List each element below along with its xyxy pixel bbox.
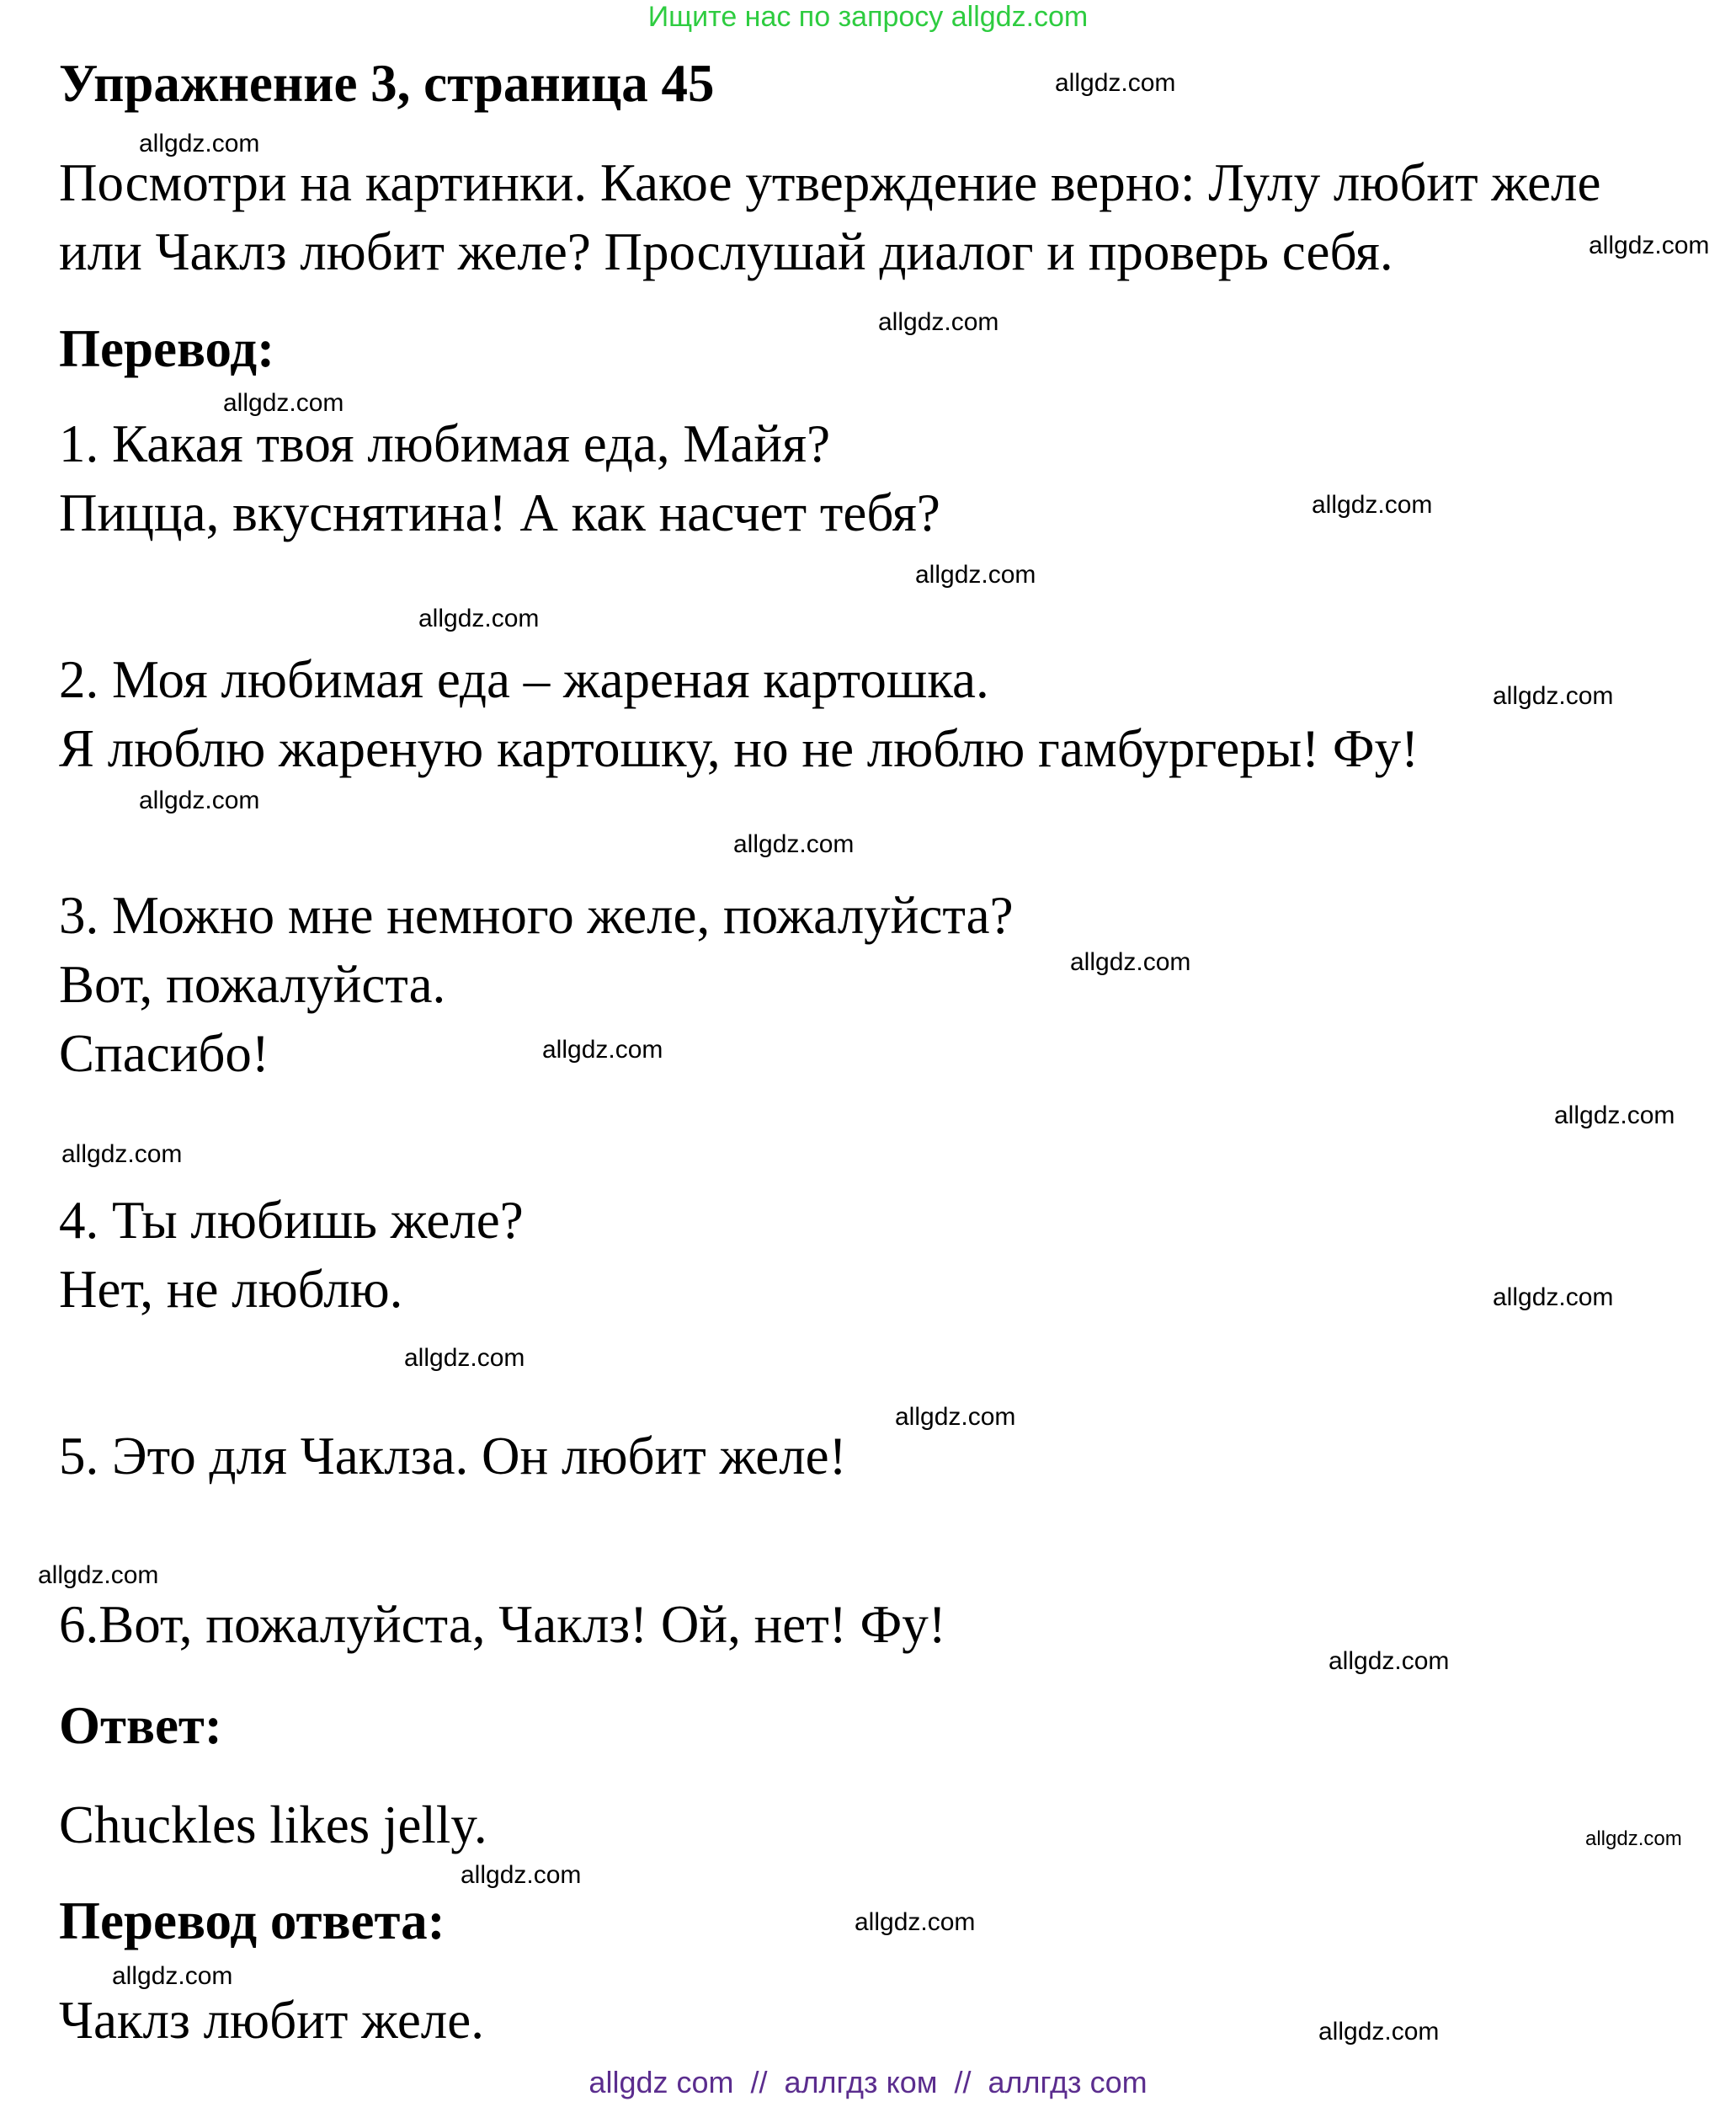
translation-heading: Перевод: — [59, 319, 275, 378]
watermark[interactable]: allgdz.com — [139, 787, 260, 814]
watermark[interactable]: allgdz.com — [1070, 948, 1191, 976]
answer-translation-text: Чаклз любит желе. — [59, 1991, 484, 2050]
watermark[interactable]: allgdz.com — [139, 130, 260, 157]
watermark[interactable]: allgdz.com — [418, 605, 540, 632]
bottom-banner[interactable]: allgdz com // аллгдз ком // аллгдз com — [588, 2065, 1148, 2099]
watermark[interactable]: allgdz.com — [1554, 1102, 1675, 1129]
watermark[interactable]: allgdz.com — [1589, 232, 1710, 259]
watermark[interactable]: allgdz.com — [895, 1403, 1016, 1431]
answer-heading: Ответ: — [59, 1696, 222, 1755]
watermark[interactable]: allgdz.com — [404, 1344, 525, 1372]
dialogue-3-line-1: 3. Можно мне немного желе, пожалуйста? — [59, 886, 1014, 945]
answer-translation-heading: Перевод ответа: — [59, 1891, 445, 1950]
dialogue-4-line-2: Нет, не люблю. — [59, 1260, 403, 1319]
watermark[interactable]: allgdz.com — [855, 1908, 976, 1936]
watermark[interactable]: allgdz.com — [1493, 1283, 1614, 1311]
dialogue-5-line-1: 5. Это для Чаклза. Он любит желе! — [59, 1427, 847, 1486]
dialogue-3-line-3: Спасибо! — [59, 1024, 269, 1083]
answer-text: Chuckles likes jelly. — [59, 1795, 487, 1854]
watermark[interactable]: allgdz.com — [1493, 682, 1614, 710]
exercise-title: Упражнение 3, страница 45 — [59, 54, 715, 113]
dialogue-2-line-1: 2. Моя любимая еда – жареная картошка. — [59, 650, 989, 709]
top-banner[interactable]: Ищите нас по запросу allgdz.com — [647, 1, 1089, 33]
dialogue-6-line-1: 6.Вот, пожалуйста, Чаклз! Ой, нет! Фу! — [59, 1595, 946, 1654]
dialogue-1-line-2: Пицца, вкуснятина! А как насчет тебя? — [59, 483, 940, 542]
dialogue-1-line-1: 1. Какая твоя любимая еда, Майя? — [59, 414, 831, 473]
watermark[interactable]: allgdz.com — [1312, 491, 1433, 519]
dialogue-3-line-2: Вот, пожалуйста. — [59, 955, 446, 1014]
dialogue-4-line-1: 4. Ты любишь желе? — [59, 1191, 524, 1250]
watermark[interactable]: allgdz.com — [1585, 1827, 1682, 1850]
watermark[interactable]: allgdz.com — [878, 308, 999, 336]
task-line-1: Посмотри на картинки. Какое утверждение верно: Лулу любит желе — [59, 153, 1601, 212]
watermark[interactable]: allgdz.com — [1329, 1647, 1450, 1675]
watermark[interactable]: allgdz.com — [542, 1036, 663, 1064]
watermark[interactable]: allgdz.com — [461, 1861, 582, 1889]
dialogue-2-line-2: Я люблю жареную картошку, но не люблю гамбургеры! Фу! — [59, 719, 1419, 778]
watermark[interactable]: allgdz.com — [1318, 2018, 1440, 2046]
watermark[interactable]: allgdz.com — [733, 830, 855, 858]
watermark[interactable]: allgdz.com — [223, 389, 344, 417]
watermark[interactable]: allgdz.com — [112, 1962, 233, 1990]
watermark[interactable]: allgdz.com — [915, 561, 1036, 589]
watermark[interactable]: allgdz.com — [61, 1140, 183, 1168]
watermark[interactable]: allgdz.com — [38, 1561, 159, 1589]
watermark[interactable]: allgdz.com — [1055, 69, 1176, 97]
task-line-2: или Чаклз любит желе? Прослушай диалог и проверь себя. — [59, 222, 1393, 281]
